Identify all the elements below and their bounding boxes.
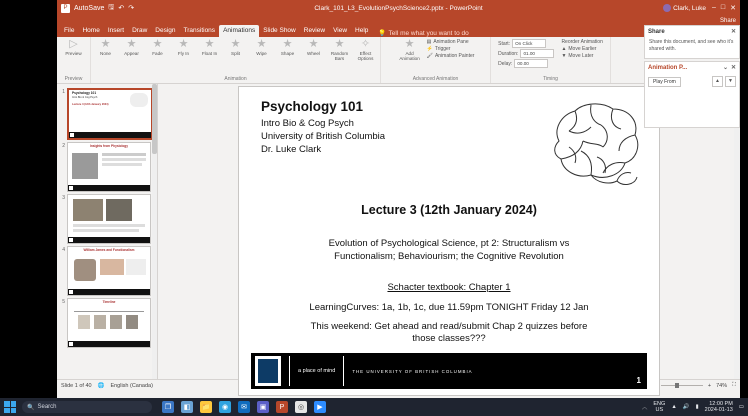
animation-move-up-icon[interactable]: ▲ (712, 76, 723, 87)
animation-pane-header (645, 62, 739, 73)
star-icon: ★ (152, 38, 163, 50)
animation-painter-label: Animation Painter (434, 53, 475, 59)
animation-pane-toolbar (645, 73, 739, 89)
battery-icon[interactable]: ▮ (695, 404, 699, 410)
thumb4-crest (69, 290, 73, 294)
star-icon: ★ (282, 38, 293, 50)
play-from-button[interactable]: Play From (648, 77, 681, 87)
anim-shape[interactable] (277, 39, 299, 56)
anim-split-label: Split (231, 51, 240, 56)
thumb4-photo (74, 259, 96, 281)
preview-label: Preview (65, 51, 82, 56)
thumbnail-number-2: 2 (62, 143, 65, 149)
slide-count-label: Slide 1 of 40 (61, 382, 92, 389)
ribbon-group-timing (491, 37, 611, 83)
tab-design[interactable]: Design (155, 27, 176, 34)
tab-draw[interactable]: Draw (132, 27, 148, 34)
thumbnail-slide-2[interactable] (67, 142, 151, 192)
anim-random-bars-label: Random Bars (330, 51, 349, 61)
slide-lecture-heading[interactable]: Lecture 3 (12th January 2024) (361, 203, 537, 217)
thumbnail-number-5: 5 (62, 299, 65, 305)
anim-random-bars[interactable] (329, 39, 351, 61)
duration-label: Duration: (498, 50, 519, 57)
animation-pane-icon: ▤ (426, 39, 432, 45)
effect-options-button[interactable] (355, 39, 377, 61)
thumb5-img (110, 315, 122, 329)
slide-evolution-text[interactable] (257, 237, 641, 263)
thumb2-photo (72, 153, 98, 179)
zoom-in-button[interactable]: + (707, 382, 712, 389)
move-earlier-button[interactable] (561, 46, 602, 52)
clock-time: 12:00 PM (709, 400, 733, 407)
delay-label: Delay: (498, 60, 513, 67)
share-pane-title: Share (648, 28, 665, 35)
reorder-animation-label: Reorder Animation (561, 39, 603, 45)
task-view-icon[interactable]: ❐ (162, 401, 174, 413)
share-button[interactable]: Share (719, 17, 736, 24)
zoom-slider[interactable] (661, 385, 703, 386)
thumbnail-slide-3[interactable] (67, 194, 151, 244)
thumb5-title: Timeline (102, 300, 116, 304)
thumbnail-scrollbar-thumb[interactable] (152, 84, 157, 154)
slide-subtitle-line2: University of British Columbia (261, 131, 386, 142)
anim-none-label: None (100, 51, 111, 56)
work-area (57, 84, 740, 385)
move-later-label: Move Later (568, 53, 594, 59)
ribbon-group-preview (57, 37, 91, 83)
share-pane-close-icon[interactable]: ✕ (730, 29, 736, 35)
maximize-button[interactable]: □ (720, 4, 726, 11)
thumbnail-row-1[interactable] (57, 86, 157, 140)
animation-pane-close-icon[interactable]: ✕ (730, 65, 736, 71)
thumb3-photo-left (73, 199, 103, 221)
thumb1-footer (69, 132, 151, 138)
thumb2-footer (68, 185, 150, 191)
thumb5-footer (68, 341, 150, 347)
preview-button[interactable] (63, 39, 85, 56)
duration-value[interactable]: 01.00 (520, 49, 554, 58)
ribbon-group-animation (91, 37, 381, 83)
thumbnail-row-2[interactable] (57, 140, 157, 192)
tell-me-search[interactable] (372, 29, 468, 37)
thumb5-img (78, 315, 90, 329)
animation-pane-label: Animation Pane (433, 39, 469, 45)
language-line1: ENG (653, 400, 666, 407)
anim-wheel[interactable] (303, 39, 325, 56)
tab-file[interactable]: File (64, 27, 75, 34)
windows-taskbar (0, 398, 748, 416)
slide-subtitle-line1: Intro Bio & Cog Psych (261, 118, 354, 129)
delay-value[interactable]: 00.00 (514, 59, 548, 68)
move-earlier-label: Move Earlier (568, 46, 597, 52)
thumbnail-number-4: 4 (62, 247, 65, 253)
zoom-icon[interactable]: ▶ (314, 401, 326, 413)
start-value[interactable]: On Click (512, 39, 546, 48)
tab-animations[interactable]: Animations (219, 25, 259, 37)
thumb1-sub: Intro Bio & Cog Psych (72, 95, 98, 99)
minimize-button[interactable]: – (711, 4, 716, 11)
anim-appear-label: Appear (124, 51, 139, 56)
thumb1-title: Psychology 101 (72, 91, 97, 95)
left-black-gutter (0, 0, 57, 398)
tab-transitions[interactable]: Transitions (183, 27, 216, 34)
anim-wheel-label: Wheel (306, 51, 321, 56)
thumb3-photo-right (106, 199, 132, 221)
tab-insert[interactable]: Insert (107, 27, 125, 34)
group-label-advanced-animation: Advanced Animation (412, 76, 459, 82)
search-icon: 🔍 (27, 404, 35, 411)
crest-inner (258, 359, 278, 383)
anim-split[interactable] (225, 39, 247, 56)
animation-pane-title: Animation P... (648, 64, 688, 71)
autosave-toggle[interactable]: AutoSave (74, 4, 105, 12)
thumb2-text-line (102, 153, 146, 156)
add-animation-label: Add Animation (399, 51, 420, 61)
duration-field[interactable] (498, 49, 554, 58)
tray-expand-icon[interactable]: ︿ (641, 405, 648, 411)
share-pane (644, 25, 740, 59)
undo-icon[interactable]: ↶ (118, 5, 125, 12)
teams-icon[interactable]: ▣ (257, 401, 269, 413)
delay-field[interactable] (498, 59, 554, 68)
slide-evolution-line1: Evolution of Psychological Science, pt 2: Structuralism vs (328, 238, 570, 249)
thumb2-text-line (102, 158, 146, 161)
thumb4-footer (68, 289, 150, 295)
language-line2: US (655, 407, 664, 413)
start-field[interactable] (498, 39, 554, 48)
thumbnail-row-5[interactable] (57, 296, 157, 348)
wifi-icon[interactable]: ▲ (671, 404, 677, 410)
anim-wipe[interactable] (251, 39, 273, 56)
group-label-timing: Timing (543, 76, 558, 82)
star-icon: ★ (126, 38, 137, 50)
thumb4-diagram-2 (126, 259, 146, 275)
tab-slide-show[interactable]: Slide Show (263, 27, 296, 34)
add-animation-icon: ★ (404, 38, 415, 50)
tab-view[interactable]: View (333, 27, 348, 34)
thumb1-brain (130, 93, 148, 107)
volume-icon[interactable]: 🔊 (682, 404, 690, 410)
thumb1-lecture: Lecture 3 (12th January 2024) (72, 102, 109, 106)
effect-options-label: Effect Options (357, 51, 374, 61)
slide-chapter-text[interactable]: Schacter textbook: Chapter 1 (387, 282, 511, 293)
thumb1-crest (70, 133, 74, 137)
trigger-label: Trigger (434, 46, 451, 52)
close-button[interactable]: ✕ (730, 5, 736, 12)
anim-fade-label: Fade (152, 51, 163, 56)
powerpoint-icon[interactable]: P (276, 401, 288, 413)
thumb2-title: Insights from Physiology (89, 144, 129, 148)
redo-icon[interactable]: ↷ (128, 5, 135, 12)
slide-title[interactable]: Psychology 101 (261, 99, 364, 114)
thumb3-text-line (73, 229, 139, 232)
preview-icon: ▷ (69, 38, 78, 50)
star-icon: ★ (256, 38, 267, 50)
slide-number: 1 (636, 376, 641, 385)
star-icon: ★ (100, 38, 111, 50)
windows-start-icon[interactable] (4, 401, 16, 413)
thumbnail-slide-5[interactable] (67, 298, 151, 348)
down-arrow-icon: ▼ (561, 53, 567, 59)
thumbnail-number-1: 1 (62, 89, 65, 95)
anim-float-in[interactable] (199, 39, 221, 56)
thumb3-text-line (73, 224, 145, 227)
thumbnail-scrollbar[interactable] (152, 84, 157, 379)
ribbon-animations (57, 37, 740, 84)
share-pane-header (645, 26, 739, 37)
slide-weekend-line1: This weekend: Get ahead and read/submit Chap 2 quizzes before (310, 321, 588, 332)
move-later-button[interactable] (561, 53, 602, 59)
slide-canvas[interactable] (238, 86, 660, 396)
slide-weekend-line2: those classes??? (412, 333, 486, 344)
thumb5-crest (69, 342, 73, 346)
anim-fade[interactable] (147, 39, 169, 56)
animation-painter-icon: 🖌 (426, 53, 433, 59)
ribbon-tabs (57, 25, 740, 37)
search-input[interactable] (22, 401, 152, 413)
thumbnail-slide-4[interactable] (67, 246, 151, 296)
trigger-button[interactable] (427, 46, 475, 52)
ubc-crest-icon (255, 356, 281, 386)
tab-home[interactable]: Home (82, 27, 100, 34)
widgets-icon[interactable]: ◧ (181, 401, 193, 413)
anim-none[interactable] (95, 39, 117, 56)
thumb3-footer (68, 237, 150, 243)
group-label-preview: Preview (64, 76, 83, 82)
animation-pane-minimize-icon[interactable]: ⌄ (722, 65, 728, 71)
clock-date: 2024-01-13 (704, 407, 733, 413)
title-bar (57, 0, 740, 16)
lightbulb-icon: 💡 (378, 30, 387, 37)
thumbnail-row-4[interactable] (57, 244, 157, 296)
footer-divider (289, 356, 290, 386)
thumb5-img (94, 315, 106, 329)
animation-pane-controls (723, 64, 736, 71)
thumb4-title: William James and Functionalism (83, 248, 135, 252)
thumbnail-number-3: 3 (62, 195, 65, 201)
language-indicator[interactable] (653, 401, 665, 414)
slide-weekend-text[interactable] (253, 321, 645, 345)
share-bar (57, 16, 740, 25)
animation-move-down-icon[interactable]: ▼ (725, 76, 736, 87)
language-globe-icon: 🌐 (97, 382, 105, 389)
share-pane-body: Share this document, and see who it's shared with. (649, 39, 734, 52)
thumbnail-slide-1[interactable] (67, 88, 153, 140)
slide-subtitle-line3: Dr. Luke Clark (261, 144, 322, 155)
edge-browser-icon[interactable]: ◉ (219, 401, 231, 413)
star-icon: ★ (230, 38, 241, 50)
add-animation-button[interactable] (397, 39, 423, 61)
star-icon: ★ (204, 38, 215, 50)
animation-pane (644, 61, 740, 128)
save-icon[interactable]: 🖫 (108, 3, 115, 11)
anim-fly-in-label: Fly In (177, 51, 190, 56)
powerpoint-window (57, 0, 740, 398)
tell-me-label: Tell me what you want to do (388, 29, 469, 37)
footer-tagline: a place of mind (298, 368, 336, 374)
notification-icon[interactable]: ▭ (738, 404, 744, 410)
star-icon: ★ (334, 38, 345, 50)
anim-float-in-label: Float In (201, 51, 218, 56)
system-tray (642, 401, 744, 414)
ribbon-group-advanced-animation (381, 37, 491, 83)
animation-pane-button[interactable] (427, 39, 475, 45)
chrome-icon[interactable]: ◎ (295, 401, 307, 413)
search-placeholder: Search (37, 404, 57, 410)
group-label-animation: Animation (224, 76, 247, 82)
tab-help[interactable]: Help (355, 27, 369, 34)
window-title: Clark_101_L3_EvolutionPsychScience2.pptx - PowerPoint (314, 4, 483, 12)
anim-appear[interactable] (121, 39, 143, 56)
outlook-icon[interactable]: ✉ (238, 401, 250, 413)
animation-pane-list[interactable] (645, 89, 739, 127)
slide-learningcurves-text[interactable]: LearningCurves: 1a, 1b, 1c, due 11.59pm TONIGHT Friday 12 Jan (309, 302, 589, 313)
start-label: Start: (498, 40, 511, 47)
slide-evolution-line2: Functionalism; Behaviourism; the Cognitive Revolution (334, 251, 564, 262)
thumb2-crest (69, 186, 73, 190)
anim-shape-label: Shape (280, 51, 295, 56)
anim-wipe-label: Wipe (256, 51, 267, 56)
user-name: Clark, Luke (673, 4, 706, 12)
animation-painter-button[interactable] (427, 53, 475, 59)
tab-review[interactable]: Review (303, 27, 326, 34)
star-icon: ★ (178, 38, 189, 50)
slide-footer-bar (251, 353, 647, 389)
anim-fly-in[interactable] (173, 39, 195, 56)
thumb5-timeline-line (74, 311, 144, 312)
star-icon: ★ (308, 38, 319, 50)
language-label: English (Canada) (110, 382, 153, 389)
brain-illustration-icon (539, 95, 647, 195)
thumb2-text-line (102, 163, 142, 166)
slide-subtitle[interactable] (261, 117, 385, 156)
slide-thumbnail-panel[interactable] (57, 84, 158, 379)
trigger-icon: ⚡ (426, 46, 433, 52)
thumb5-img (126, 315, 138, 329)
thumb3-crest (69, 238, 73, 242)
thumb4-diagram (100, 259, 124, 275)
thumbnail-row-3[interactable] (57, 192, 157, 244)
footer-divider-2 (343, 356, 344, 386)
zoom-level-label[interactable]: 74% (716, 382, 728, 389)
taskbar-app-icons (162, 401, 326, 413)
file-explorer-icon[interactable]: 📁 (200, 401, 212, 413)
up-arrow-icon: ▲ (561, 46, 567, 52)
zoom-slider-knob[interactable] (675, 383, 679, 388)
task-panes (644, 25, 740, 130)
effect-options-icon: ✧ (360, 38, 371, 50)
footer-university-name: THE UNIVERSITY OF BRITISH COLUMBIA (352, 368, 473, 374)
powerpoint-app-icon: P (61, 4, 70, 13)
fit-to-window-icon[interactable]: ⛶ (732, 382, 736, 388)
clock[interactable] (705, 401, 733, 414)
